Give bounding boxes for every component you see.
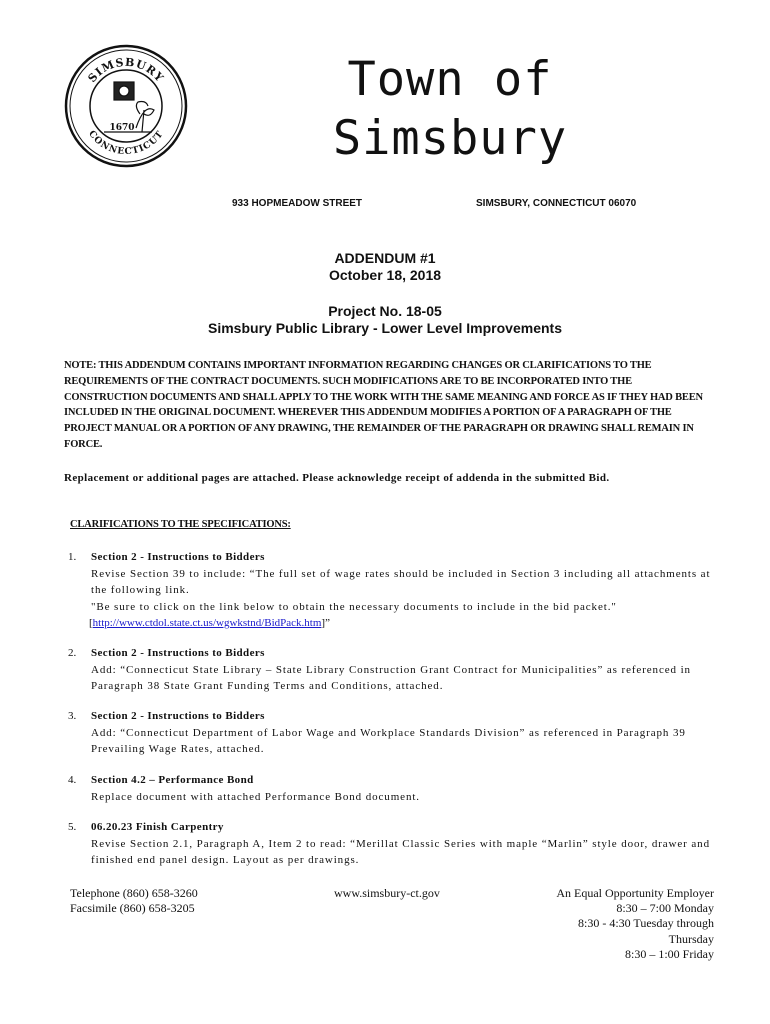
replacement-notice: Replacement or additional pages are attached. Please acknowledge receipt of addenda in the submitted Bid. [64,472,610,484]
project-number: Project No. 18-05 [328,303,442,319]
addendum-note: NOTE: THIS ADDENDUM CONTAINS IMPORTANT INFORMATION REGARDING CHANGES OR CLARIFICATIONS TO THE REQUIREMENTS OF THE CONTRACT DOCUMENTS. SUCH MODIFICATIONS ARE TO BE INCORPORATED INTO THE CONSTRUCTION DOCUMENTS AND SHALL APPLY TO THE WORK WITH THE SAME MEANING AND FORCE AS IF THEY HAD BEEN INCLUDED IN THE ORIGINAL DOCUMENT. WHEREVER THIS ADDENDUM MODIFIES A PORTION OF A PARAGRAPH OF THE PROJECT MANUAL OR A PORTION OF ANY DRAWING, THE REMAINDER OF THE PARAGRAPH OR DRAWING SHALL REMAIN IN FORCE. [64,360,703,450]
item-number: 1. [68,551,77,563]
item-number: 3. [68,710,77,722]
svg-text:CONNECTICUT [86,129,166,157]
hours-line: 8:30 - 4:30 Tuesday through [577,916,714,931]
addendum-number: ADDENDUM #1 [334,250,436,266]
item-number: 5. [68,821,77,833]
telephone: Telephone (860) 658-3260 [70,886,198,900]
item-heading: Section 2 - Instructions to Bidders [91,710,265,722]
employer-statement: An Equal Opportunity Employer [556,886,714,900]
project-name: Simsbury Public Library - Lower Level Improvements [208,320,562,336]
page-title [300,50,600,168]
item-heading: Section 4.2 – Performance Bond [91,774,254,786]
seal-top-text: SIMSBURY [85,55,167,85]
list-item [68,549,718,632]
title-line-2: Simsbury [332,111,568,166]
hours-line: 8:30 – 1:00 Friday [625,946,714,961]
clarifications-heading: CLARIFICATIONS TO THE SPECIFICATIONS: [70,519,291,530]
website-link[interactable]: www.simsbury-ct.gov [334,886,440,900]
item-text: Revise Section 2.1, Paragraph A, Item 2 to read: “Merillat Classic Series with maple “Marlin” style door, drawer and finished end panel design. Layout as per drawings. [91,837,710,866]
link-bracket-close: ]” [321,617,330,629]
item-text: Add: “Connecticut Department of Labor Wage and Workplace Standards Division” as referenced in Paragraph 39 Prevailing Wage Rates, attached. [91,726,686,755]
item-number: 2. [68,647,77,659]
item-heading: 06.20.23 Finish Carpentry [91,821,224,833]
item-heading: Section 2 - Instructions to Bidders [91,551,265,563]
item-text: Replace document with attached Performance Bond document. [91,790,420,803]
link-bracket-open: [ [89,617,93,629]
seal-year: 1670 [109,123,135,133]
city-address: SIMSBURY, CONNECTICUT 06070 [476,198,637,209]
street-address: 933 HOPMEADOW STREET [232,198,363,209]
addendum-date: October 18, 2018 [328,267,442,283]
town-seal [64,44,188,168]
seal-bottom-text: CONNECTICUT [86,129,166,158]
list-item [68,772,718,805]
footer-hours [500,886,714,962]
facsimile: Facsimile (860) 658-3205 [70,901,195,916]
title-line-1: Town of [347,52,553,107]
item-text: Add: “Connecticut State Library – State Library Construction Grant Contract for Municipalities” as referenced in Paragraph 38 State Grant Funding Terms and Conditions, attached. [91,663,691,692]
list-item [68,645,718,695]
item-heading: Section 2 - Instructions to Bidders [91,647,265,659]
item-text: Revise Section 39 to include: “The full set of wage rates should be included in Section 3 including all attachments at the following link. [91,567,711,596]
item-text-2: "Be sure to click on the link below to obtain the necessary documents to include in the bid packet." [91,600,617,613]
hours-line: 8:30 – 7:00 Monday [616,901,714,916]
item-number: 4. [68,774,77,786]
hours-line: Thursday [668,931,714,946]
list-item [68,819,718,869]
footer-contact [70,886,198,916]
list-item [68,708,718,758]
bid-pack-link[interactable]: http://www.ctdol.state.ct.us/wgwkstnd/BidPack.htm [92,617,322,629]
